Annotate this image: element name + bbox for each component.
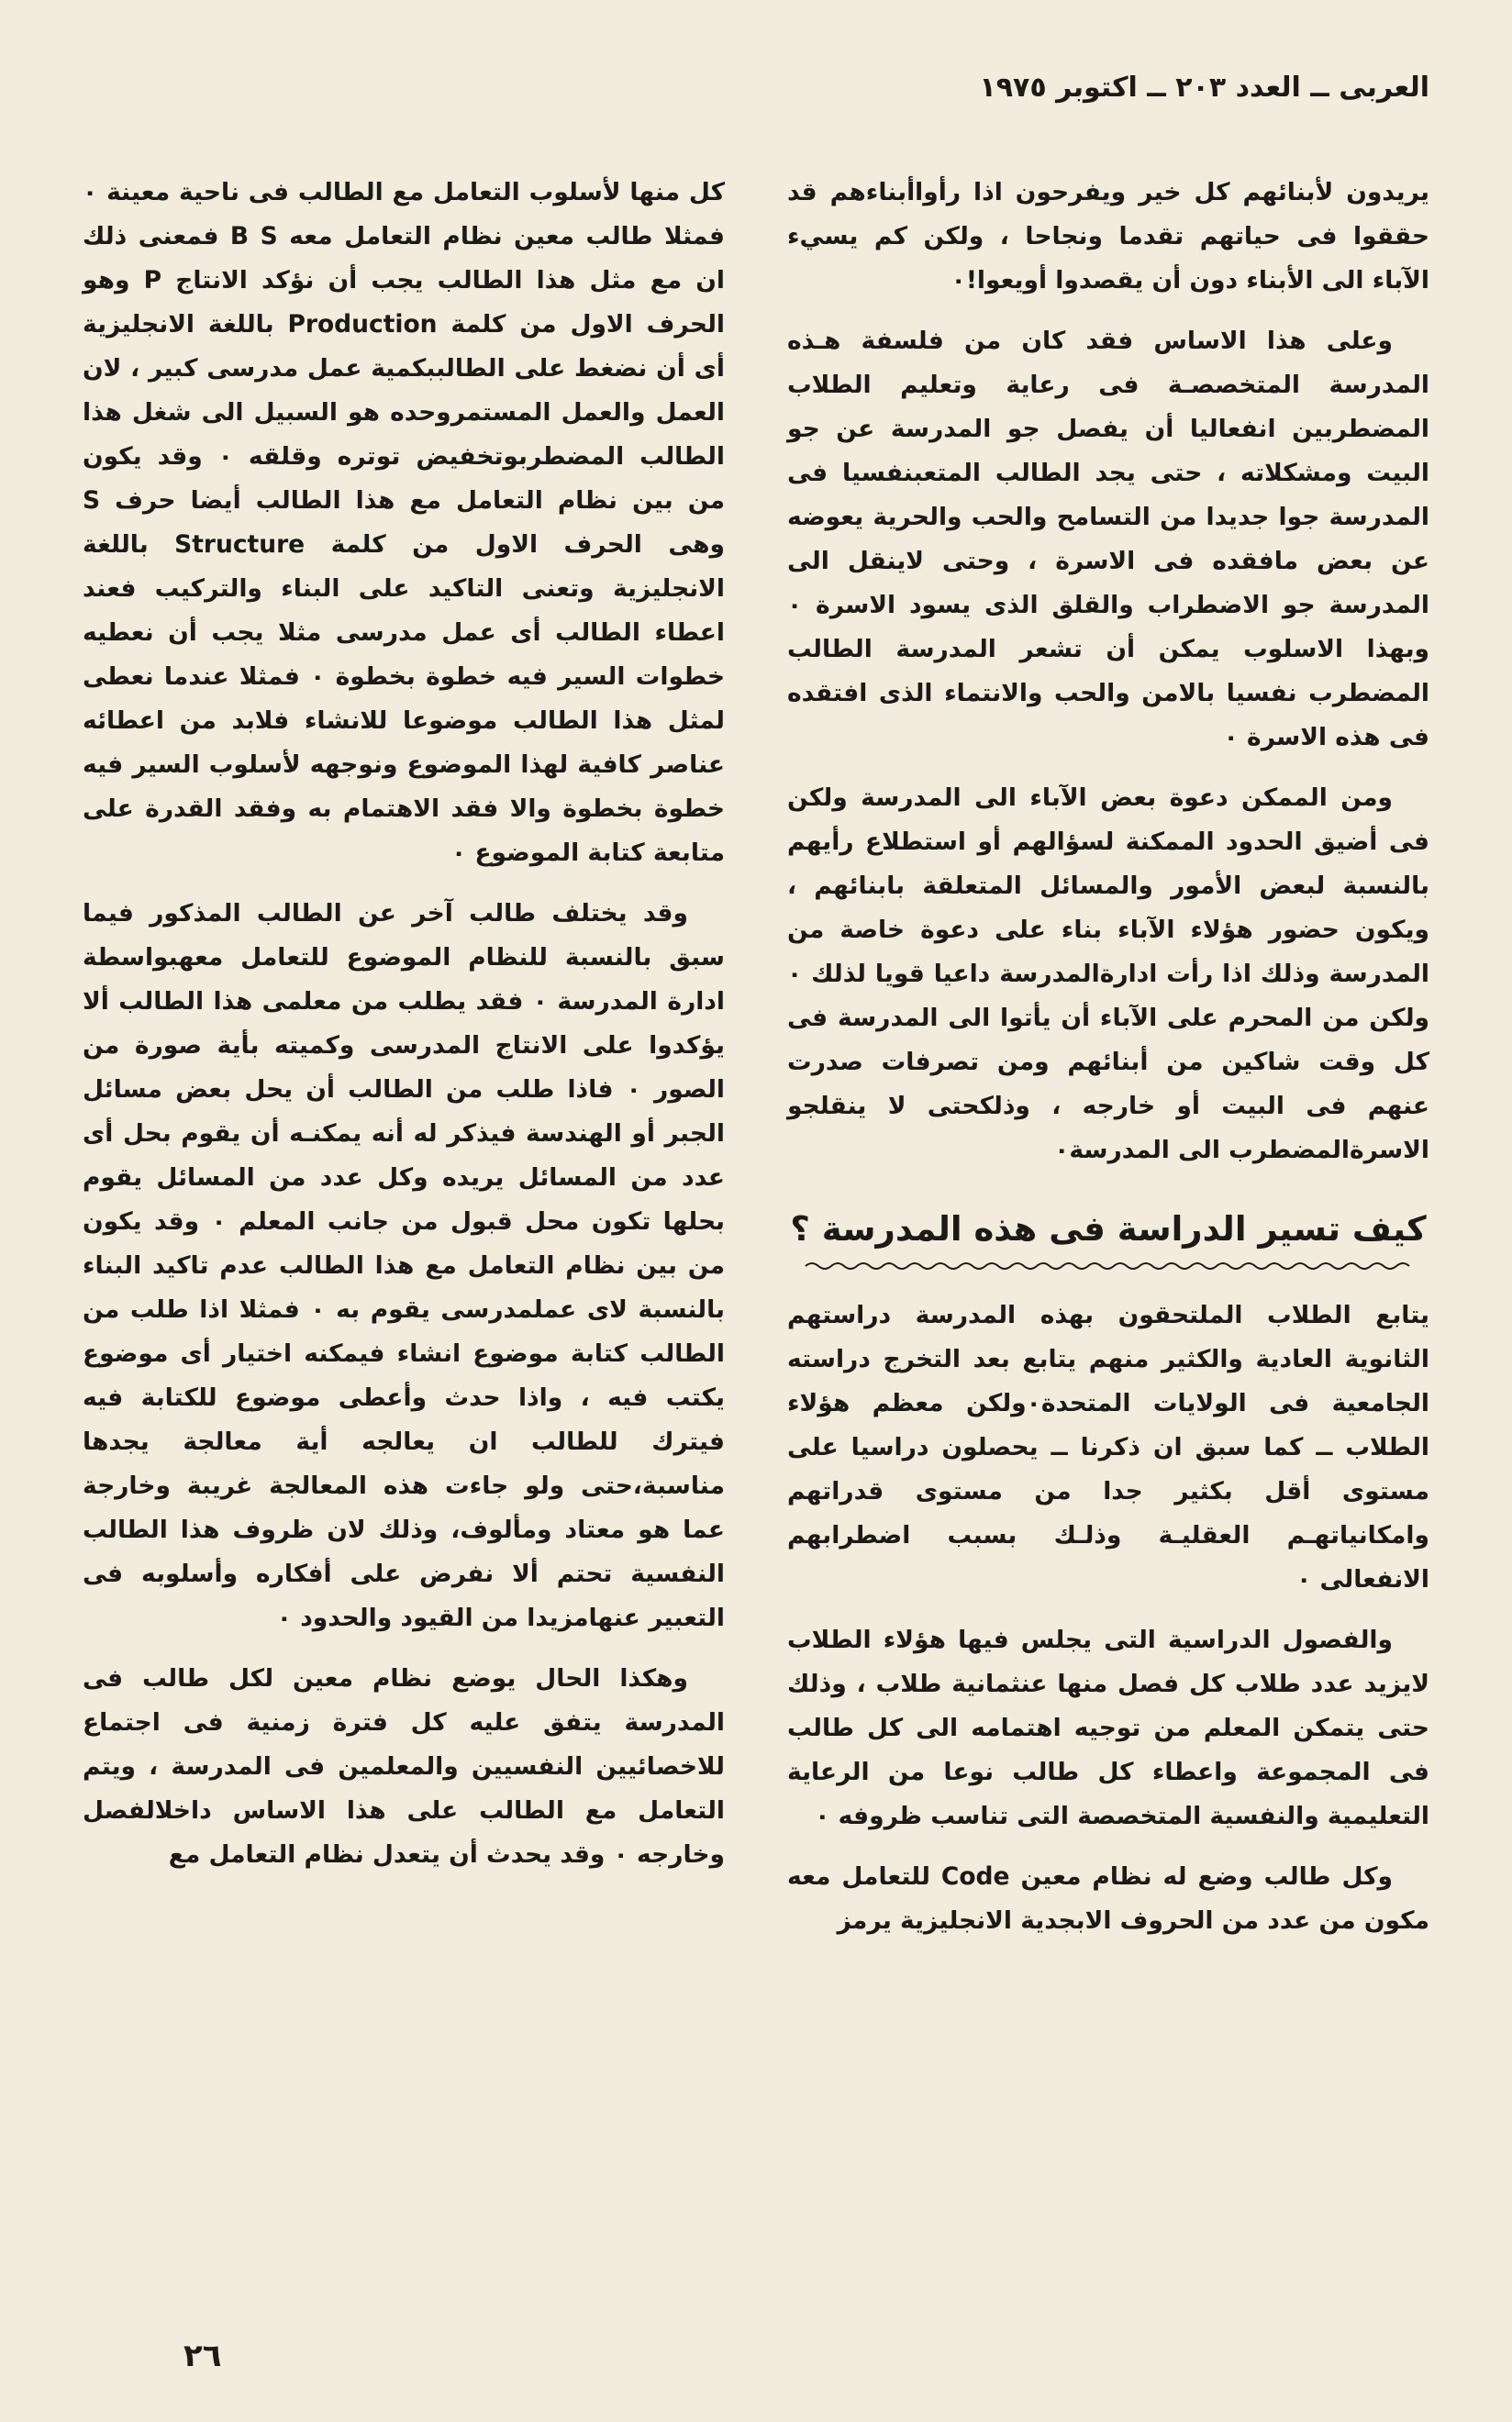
left-column xyxy=(83,171,725,1894)
running-header: العربى ــ العدد ٢٠٣ ــ اكتوبر ١٩٧٥ xyxy=(979,72,1429,104)
paragraph: وقد يختلف طالب آخر عن الطالب المذكور فيما سبق بالنسبة للنظام الموضوع للتعامل معهبواسطة ادارة المدرسة ٠ فقد يطلب من معلمى هذا الطالب ألا يؤكدوا على الانتاج المدرسى وكميته بأية صورة من الصور ٠ فاذا طلب من الطالب أن يحل بعض مسائل الجبر أو الهندسة فيذكر له أنه يمكنـه أن يقوم بحل أى عدد من المسائل يريده وكل عدد من المسائل يقوم بحلها تكون محل قبول من جانب المعلم ٠ وقد يكون من بين نظام التعامل مع هذا الطالب عدم تاكيد البناء بالنسبة لاى عملمدرسى يقوم به ٠ فمثلا اذا طلب من الطالب كتابة موضوع انشاء فيمكنه اختيار أى موضوع يكتب فيه ، واذا حدث وأعطى موضوع للكتابة فيه فيترك للطالب ان يعالجه أية معالجة يجدها مناسبة،حتى ولو جاءت هذه المعالجة غريبة وخارجة عما هو معتاد ومألوف، وذلك لان ظروف هذا الطالب النفسية تحتم ألا نفرض على أفكاره وأسلوبه فى التعبير عنهامزيدا من القيود والحدود ٠ xyxy=(83,899,726,1632)
paragraph: وكل طالب وضع له نظام معين Code للتعامل معه مكون من عدد من الحروف الابجدية الانجليزية يرمز xyxy=(787,1862,1429,1935)
paragraph: يريدون لأبنائهم كل خير ويفرحون اذا رأواأبناءهم قد حققوا فى حياتهم تقدما ونجاحا ، ولكن كم يسيء الآباء الى الأبناء دون أن يقصدوا أويعوا!٠ xyxy=(787,178,1429,294)
wavy-divider xyxy=(787,1259,1429,1273)
section-heading: كيف تسير الدراسة فى هذه المدرسة ؟ xyxy=(790,1209,1427,1249)
paragraph: والفصول الدراسية التى يجلس فيها هؤلاء الطلاب لايزيد عدد طلاب كل فصل منها عنثمانية طلاب ، وذلك حتى يتمكن المعلم من توجيه اهتمامه الى كل طالب فى المجموعة واعطاء كل طالب نوعا من الرعاية التعليمية والنفسية المتخصصة التى تناسب ظروفه ٠ xyxy=(787,1626,1429,1830)
paragraph: وعلى هذا الاساس فقد كان من فلسفة هـذه المدرسة المتخصصـة فى رعاية وتعليم الطلاب المضطربين انفعاليا أن يفصل جو المدرسة عن جو البيت ومشكلاته ، حتى يجد الطالب المتعبنفسيا فى المدرسة جوا جديدا من التسامح والحب والحرية يعوضه عن بعض مافقده فى الاسرة ، وحتى لاينقل الى المدرسة جو الاضطراب والقلق الذى يسود الاسرة ٠ وبهذا الاسلوب يمكن أن تشعر المدرسة الطالب المضطرب نفسيا بالامن والحب والانتماء الذى افتقده فى هذه الاسرة ٠ xyxy=(787,327,1429,751)
paragraph: وهكذا الحال يوضع نظام معين لكل طالب فى المدرسة يتفق عليه كل فترة زمنية فى اجتماع للاخصائيين النفسيين والمعلمين فى المدرسة ، ويتم التعامل مع الطالب على هذا الاساس داخلالفصل وخارجه ٠ وقد يحدث أن يتعدل نظام التعامل مع xyxy=(83,1664,725,1869)
right-column xyxy=(787,171,1429,1960)
page-number: ٢٦ xyxy=(183,2338,222,2374)
paragraph: كل منها لأسلوب التعامل مع الطالب فى ناحية معينة ٠ فمثلا طالب معين نظام التعامل معه B S فمعنى ذلك ان مع مثل هذا الطالب يجب أن نؤكد الانتاج P وهو الحرف الاول من كلمة Production باللغة الانجليزية أى أن نضغط على الطالببكمية عمل مدرسى كبير ، لان العمل والعمل المستمروحده هو السبيل الى شغل هذا الطالب المضطربوتخفيض توتره وقلقه ٠ وقد يكون من بين نظام التعامل مع هذا الطالب أيضا حرف S وهى الحرف الاول من كلمة Structure باللغة الانجليزية وتعنى التاكيد على البناء والتركيب فعند اعطاء الطالب أى عمل مدرسى مثلا يجب أن نعطيه خطوات السير فيه خطوة بخطوة ٠ فمثلا عندما نعطى لمثل هذا الطالب موضوعا للانشاء فلابد من اعطائه عناصر كافية لهذا الموضوع ونوجهه لأسلوب السير فيه خطوة بخطوة والا فقد الاهتمام به وفقد القدرة على متابعة كتابة الموضوع ٠ xyxy=(83,178,726,867)
paragraph: يتابع الطلاب الملتحقون بهذه المدرسة دراستهم الثانوية العادية والكثير منهم يتابع بعد التخرج دراسته الجامعية فى الولايات المتحدة٠ولكن معظم هؤلاء الطلاب ــ كما سبق ان ذكرنا ــ يحصلون دراسيا على مستوى أقل بكثير جدا من مستوى قدراتهم وامكانياتهـم العقليـة وذلـك بسبب اضطرابهم الانفعالى ٠ xyxy=(787,1301,1429,1594)
paragraph: ومن الممكن دعوة بعض الآباء الى المدرسة ولكن فى أضيق الحدود الممكنة لسؤالهم أو استطلاع رأيهم بالنسبة لبعض الأمور والمسائل المتعلقة بابنائهم ، ويكون حضور هؤلاء الآباء بناء على دعوة خاصة من المدرسة وذلك اذا رأت ادارةالمدرسة داعيا قويا لذلك ٠ ولكن من المحرم على الآباء أن يأتوا الى المدرسة فى كل وقت شاكين من أبنائهم ومن تصرفات صدرت عنهم فى البيت أو خارجه ، وذلكحتى لا ينقلجو الاسرةالمضطرب الى المدرسة٠ xyxy=(787,783,1429,1164)
